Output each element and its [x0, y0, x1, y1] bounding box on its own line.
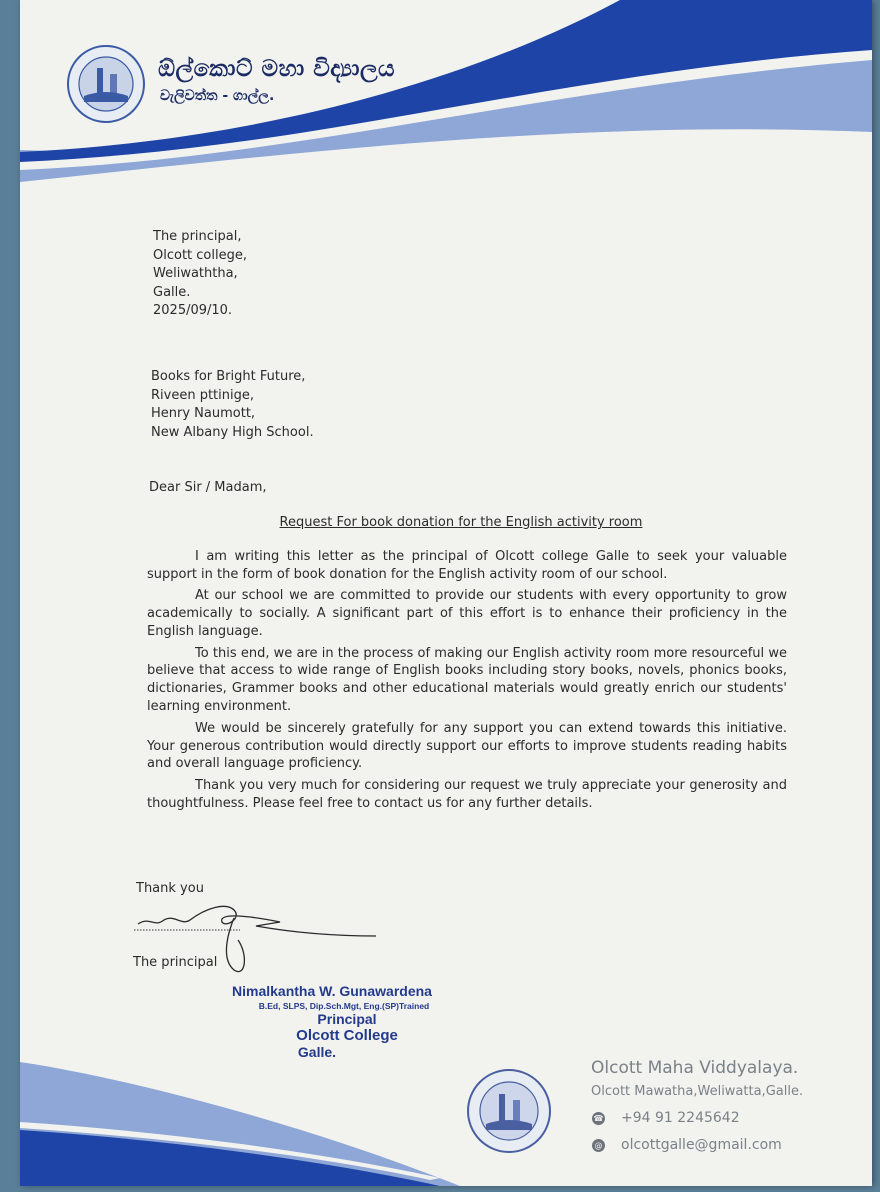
principal-qualifications: B.Ed, SLPS, Dip.Sch.Mgt, Eng.(SP)Trained	[258, 1001, 430, 1011]
sender-line: Olcott college,	[153, 247, 247, 263]
sender-line: The principal,	[153, 229, 242, 244]
footer-phone	[592, 1110, 740, 1126]
body-paragraph: To this end, we are in the process of making our English activity room more resourceful we believe that access to wide range of English books including story books, novels, phonics books, dictionaries, Grammer books and other educational materials would greatly enrich our students' learning environment.	[147, 645, 787, 715]
recipient-line: New Albany High School.	[151, 424, 314, 440]
body-paragraph: We would be sincerely gratefully for any support you can extend towards this initiative. Your generous contribution would directly support our efforts to improve students reading habits and overall language proficiency.	[147, 720, 787, 772]
recipient-address	[151, 368, 314, 442]
letter-date: 2025/09/10.	[153, 303, 233, 319]
school-crest-icon	[66, 44, 146, 124]
salutation: Dear Sir / Madam,	[149, 480, 267, 495]
principal-stamp	[232, 983, 462, 1060]
recipient-line: Books for Bright Future,	[151, 369, 306, 384]
phone-number: +94 91 2245642	[621, 1110, 740, 1126]
email-address: olcottgalle@gmail.com	[621, 1137, 782, 1153]
principal-role: Principal	[317, 1011, 377, 1027]
signature-label: The principal	[133, 955, 218, 970]
stamp-college: Olcott College	[296, 1027, 398, 1044]
body-paragraph: At our school we are committed to provide our students with every opportunity to grow academically to socially. A significant part of this effort is to enhance their proficiency in the English language.	[147, 588, 787, 640]
footer-email	[592, 1137, 782, 1153]
footer-address: Olcott Mawatha,Weliwatta,Galle.	[591, 1084, 804, 1099]
letter-subject: Request For book donation for the English activity room	[279, 515, 643, 530]
body-paragraph: I am writing this letter as the principal of Olcott college Galle to seek your valuable support in the form of book donation for the English activity room of our school.	[147, 549, 787, 582]
school-crest-footer-icon	[466, 1068, 552, 1154]
recipient-line: Henry Naumott,	[151, 406, 256, 422]
letterhead-page	[20, 0, 872, 1186]
email-icon: @	[592, 1139, 605, 1152]
footer-school-name: Olcott Maha Viddyalaya.	[591, 1058, 799, 1078]
body-paragraph: Thank you very much for considering our request we truly appreciate your generosity and thoughtfulness. Please feel free to contact us for any further details.	[147, 777, 787, 811]
letter-body	[147, 548, 787, 816]
phone-icon: ☎	[593, 1113, 604, 1123]
recipient-line: Riveen pttinige,	[151, 387, 254, 403]
sender-address	[153, 228, 247, 321]
school-name-sinhala: ඕල්කොට් මහා විද්‍යාලය	[158, 56, 396, 82]
sender-line: Weliwaththa,	[153, 266, 238, 282]
stamp-city: Galle.	[297, 1044, 337, 1060]
closing-thanks: Thank you	[136, 881, 204, 896]
principal-name: Nimalkantha W. Gunawardena	[232, 983, 432, 999]
sender-line: Galle.	[153, 284, 191, 300]
school-address-sinhala: වැලිවත්ත - ගාල්ල.	[160, 88, 275, 104]
